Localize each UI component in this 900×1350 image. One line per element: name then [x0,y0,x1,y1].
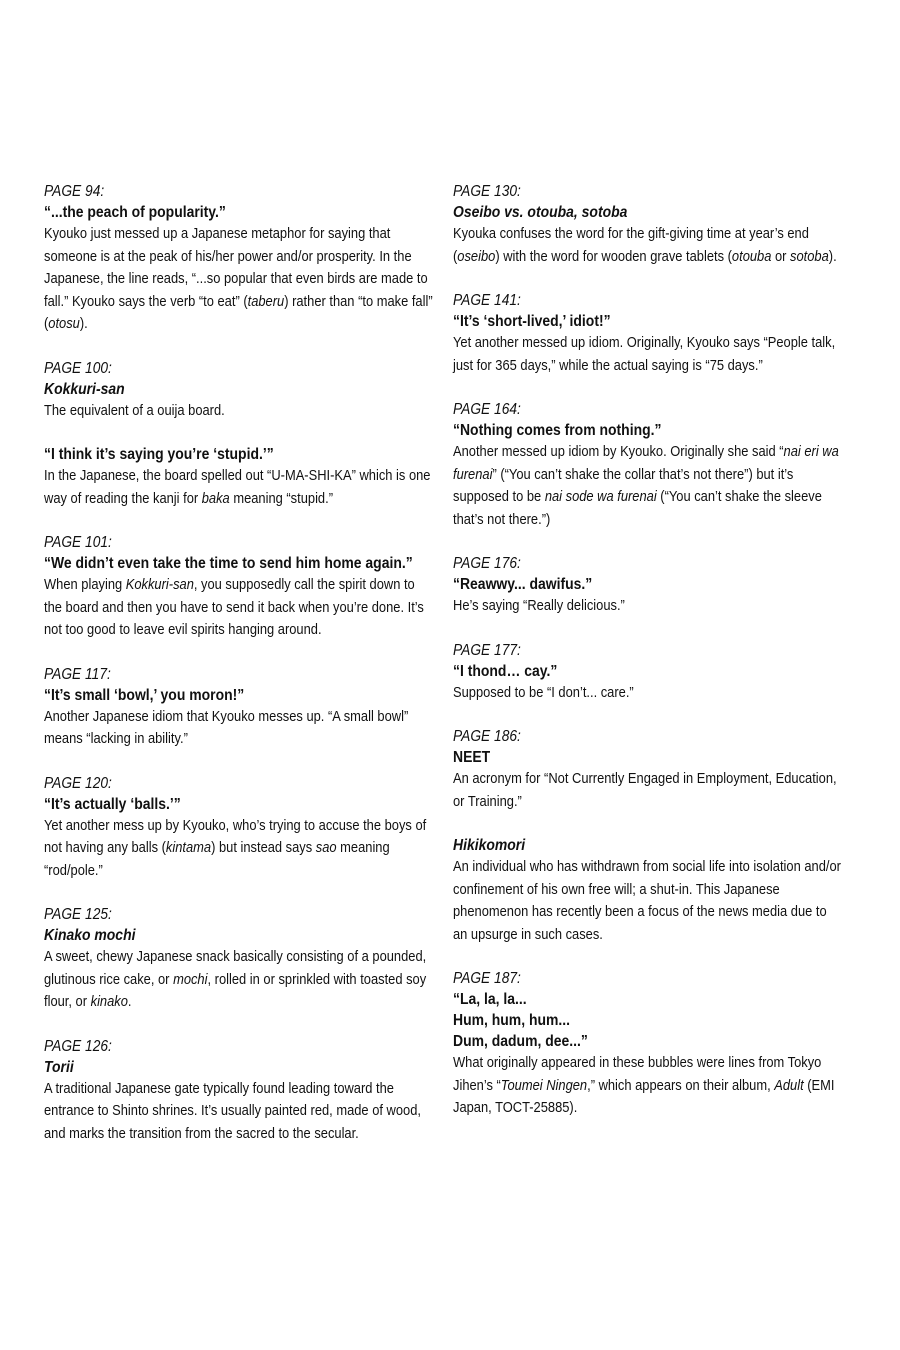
description-text: or [771,247,791,265]
glossary-entry [44,358,434,423]
glossary-description [44,1078,433,1146]
italic-word: otouba [731,247,772,265]
description-text: Another Japanese idiom that Kyouko messes up. “A small bowl” means “lacking in ability.” [44,707,409,747]
glossary-entry [453,290,843,377]
description-text: A sweet, chewy Japanese snack basically consisting of a pounded, glutinous rice cake, or [44,948,427,988]
description-text: ” (“You can’t shake the collar that’s not there”) but it’s supposed to be [453,465,794,505]
description-text: He’s saying “Really delicious.” [453,597,625,614]
page-number-label: PAGE 125: [44,906,112,923]
description-text: meaning “stupid.” [229,489,333,507]
italic-word: nai eri wa furenai [453,443,839,483]
page-number-label: PAGE 101: [44,534,112,551]
description-text: meaning “rod/pole.” [44,839,390,879]
italic-word: mochi [173,970,208,988]
glossary-description [453,223,842,268]
italic-word: otosu [48,315,80,332]
page-number-label: PAGE 117: [44,665,111,683]
page-number-label: PAGE 120: [44,774,112,792]
glossary-entry [44,1036,434,1146]
description-text: (“You can’t shake the sleeve that’s not there.”) [453,488,822,528]
description-text: Yet another mess up by Kyouko, who’s trying to accuse the boys of not having any balls ( [44,816,427,856]
glossary-description [44,400,433,423]
glossary-description [44,465,433,510]
description-text: In the Japanese, the board spelled out “U-MA-SHI-KA” which is one way of reading the kanji for [44,467,431,507]
glossary-entry [44,181,434,336]
glossary-entry [44,532,434,642]
glossary-term: “We didn’t even take the time to send him home again.” [44,555,413,572]
description-text: The equivalent of a ouija board. [44,401,225,419]
description-text: ) but instead says [211,839,316,856]
glossary-entry [44,904,434,1014]
glossary-description [44,223,433,336]
description-text: . [127,993,132,1010]
glossary-term: “It’s small ‘bowl,’ you moron!” [44,686,245,704]
glossary-entry [453,399,843,531]
page-number-label: PAGE 100: [44,359,112,377]
page-number-label: PAGE 164: [453,401,521,418]
page-number-label: PAGE 176: [453,555,521,572]
glossary-term-line: Hum, hum, hum... [453,1012,571,1029]
description-text: , you supposedly call the spirit down to the board and then you have to send it back when you’re done. It’s not too good to leave evil spirits hanging around. [44,576,424,638]
glossary-description [453,682,842,705]
glossary-term: Hikikomori [453,837,526,854]
page-number-label: PAGE 177: [453,641,521,659]
glossary-term-line: “La, la, la... [453,991,527,1008]
left-column [44,181,434,1145]
italic-word: nai sode wa furenai [544,488,657,505]
glossary-entry [453,640,843,705]
right-column [453,181,843,1120]
glossary-term: “I think it’s saying you’re ‘stupid.’” [44,446,274,463]
glossary-description [453,1052,842,1120]
italic-word: baka [201,489,230,507]
page-number-label: PAGE 141: [453,292,521,309]
description-text: An acronym for “Not Currently Engaged in Employment, Education, or Training.” [453,770,837,810]
glossary-description [453,595,842,618]
glossary-entry [44,664,434,751]
glossary-term: NEET [453,749,491,766]
description-text: A traditional Japanese gate typically found leading toward the entrance to Shinto shrines. It’s usually painted red, made of wood, and marks the transition from the sacred to the secular. [44,1079,421,1142]
glossary-description [44,815,433,883]
italic-word: taberu [247,292,285,310]
glossary-entry [453,181,843,268]
description-text: Supposed to be “I don’t... care.” [453,683,634,701]
italic-word: kintama [165,839,212,856]
italic-word: Kokkuri-san [125,576,194,593]
glossary-term: “Reawwy... dawifus.” [453,576,593,593]
description-text: Yet another messed up idiom. Originally, Kyouko says “People talk, just for 365 days,” while the actual saying is “75 days.” [453,334,836,374]
glossary-entry [453,968,843,1120]
glossary-entry [44,773,434,883]
italic-word: sao [315,839,337,856]
page-number-label: PAGE 94: [44,183,105,200]
glossary-term-line: Dum, dadum, dee...” [453,1033,588,1050]
description-text: Another messed up idiom by Kyouko. Originally she said “ [453,443,784,460]
description-text: Kyouko just messed up a Japanese metaphor for saying that someone is at the peak of his/her power and/or prosperity. In the Japanese, the line reads, “...so popular that even birds are made to fall.” Kyouko says the verb “to eat” ( [44,225,428,310]
glossary-entry [453,726,843,813]
glossary-description [453,768,842,813]
description-text: When playing [44,576,126,593]
italic-word: sotoba [790,247,829,265]
glossary-description [44,946,433,1014]
page-number-label: PAGE 126: [44,1037,112,1055]
description-text: ,” which appears on their album, [587,1076,775,1094]
glossary-entry [44,444,434,510]
glossary-term: Kokkuri-san [44,380,125,398]
description-text: , rolled in or sprinkled with toasted soy flour, or [44,970,427,1010]
glossary-entry [453,835,843,946]
description-text: What originally appeared in these bubbles were lines from Tokyo Jihen’s “ [453,1054,822,1094]
glossary-description [44,706,433,751]
glossary-term: “...the peach of popularity.” [44,204,226,221]
page-number-label: PAGE 187: [453,970,521,987]
page-number-label: PAGE 130: [453,183,521,200]
glossary-term [453,989,832,1052]
description-text: ) with the word for wooden grave tablets ( [495,247,732,265]
description-text: ) rather than “to make fall” ( [44,292,433,332]
description-text: ). [79,315,88,332]
glossary-term: “It’s actually ‘balls.’” [44,795,181,813]
glossary-term: Kinako mochi [44,927,136,944]
description-text: (EMI Japan, TOCT-25885). [453,1076,835,1116]
italic-word: oseibo [457,247,496,265]
glossary-description [453,441,842,531]
italic-word: Adult [774,1076,804,1094]
glossary-description [453,332,842,377]
glossary-term: Torii [44,1058,74,1076]
glossary-term: Oseibo vs. otouba, sotoba [453,204,628,221]
glossary-term: “It’s ‘short-lived,’ idiot!” [453,313,611,330]
italic-word: kinako [90,993,128,1010]
page-number-label: PAGE 186: [453,728,521,745]
glossary-term: “I thond… cay.” [453,662,558,680]
glossary-entry [453,553,843,618]
description-text: An individual who has withdrawn from social life into isolation and/or confinement of his own free will; a shut-in. This Japanese phenomenon has recently been a focus of the news media due to an upsurge in such cases. [453,858,841,943]
glossary-description [453,856,842,946]
glossary-description [44,574,433,642]
description-text: Kyouka confuses the word for the gift-giving time at year’s end ( [453,225,809,265]
glossary-term: “Nothing comes from nothing.” [453,422,662,439]
italic-word: Toumei Ningen [500,1076,588,1094]
description-text: ). [828,247,837,265]
